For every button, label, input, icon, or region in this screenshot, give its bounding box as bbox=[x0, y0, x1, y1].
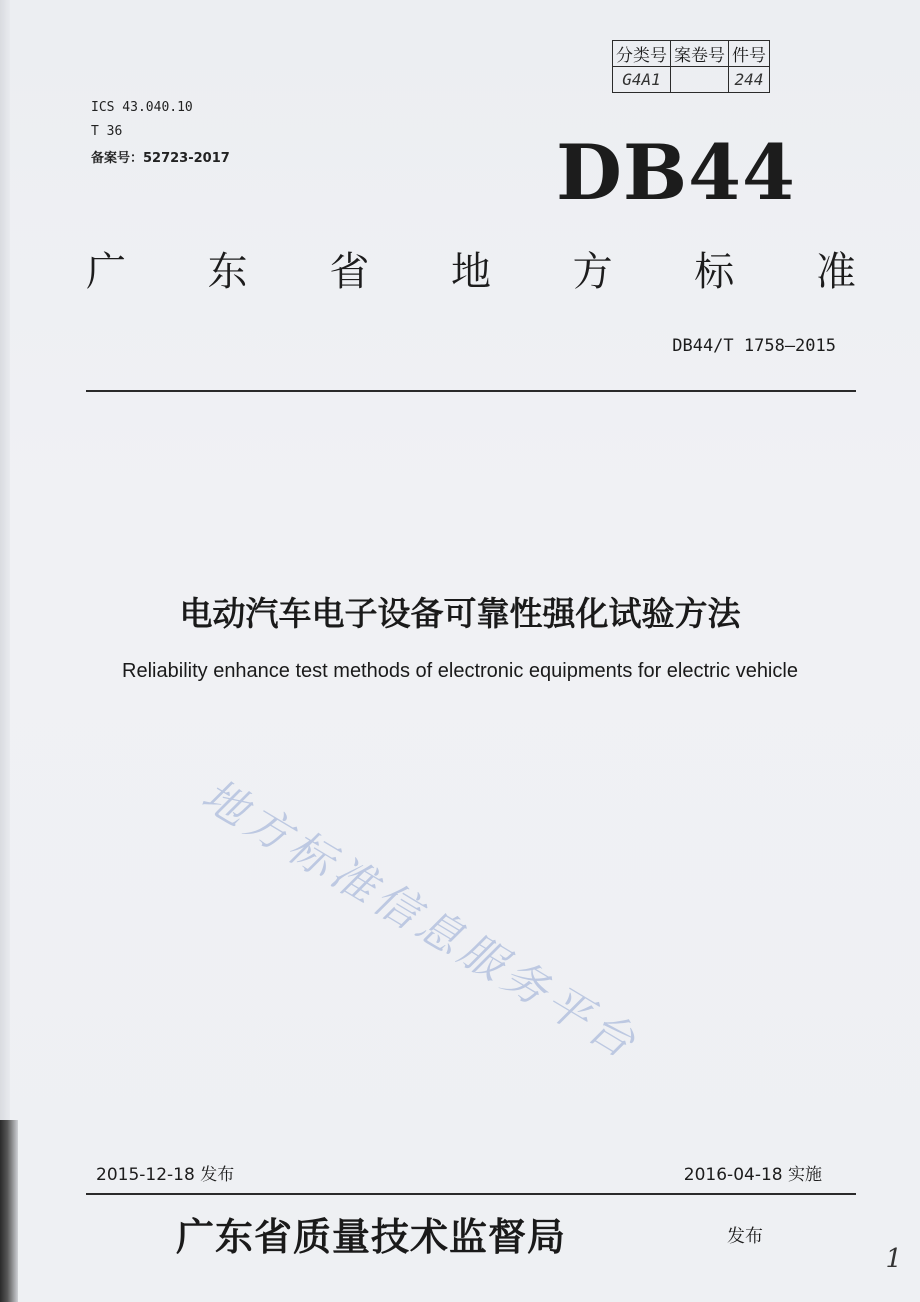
stamp-value-row bbox=[613, 67, 770, 93]
page-binding-shadow bbox=[0, 1120, 18, 1302]
footer-divider bbox=[86, 1193, 856, 1195]
category-code: T 36 bbox=[91, 124, 123, 139]
standard-type-char: 方 bbox=[572, 249, 613, 295]
standard-type-char: 标 bbox=[694, 249, 735, 295]
issuing-authority: 广东省质量技术监督局 bbox=[176, 1214, 567, 1259]
watermark-text: 地方标准信息服务平台 bbox=[193, 769, 648, 1071]
stamp-header-volume: 案卷号 bbox=[671, 41, 729, 67]
page-left-edge bbox=[0, 0, 10, 1302]
db44-logo: DB44 bbox=[556, 128, 796, 217]
standard-number: DB44/T 1758—2015 bbox=[672, 336, 836, 356]
stamp-value-item: 244 bbox=[729, 67, 770, 93]
stamp-value-volume bbox=[671, 67, 729, 93]
standard-type-char: 东 bbox=[207, 249, 248, 295]
stamp-value-class: G4A1 bbox=[613, 67, 671, 93]
header-divider bbox=[86, 390, 856, 392]
stamp-header-row bbox=[613, 41, 770, 67]
filing-number: 备案号：52723-2017 bbox=[91, 151, 230, 166]
standard-type-char: 省 bbox=[329, 249, 370, 295]
classification-stamp bbox=[612, 40, 770, 93]
standard-type-title bbox=[86, 240, 856, 297]
page-number: 1 bbox=[885, 1244, 902, 1274]
stamp-header-item: 件号 bbox=[729, 41, 770, 67]
standard-type-char: 地 bbox=[450, 249, 491, 295]
standard-type-char: 准 bbox=[815, 249, 856, 295]
standard-type-char: 广 bbox=[86, 249, 126, 295]
implementation-date: 2016-04-18 实施 bbox=[683, 1165, 822, 1185]
release-date: 2015-12-18 发布 bbox=[96, 1165, 235, 1185]
issuing-label: 发布 bbox=[727, 1226, 763, 1247]
document-title-chinese: 电动汽车电子设备可靠性强化试验方法 bbox=[179, 594, 741, 633]
ics-code: ICS 43.040.10 bbox=[91, 100, 193, 115]
stamp-header-class: 分类号 bbox=[613, 41, 671, 67]
document-title-english: Reliability enhance test methods of electronic equipments for electric vehicle bbox=[122, 660, 798, 682]
